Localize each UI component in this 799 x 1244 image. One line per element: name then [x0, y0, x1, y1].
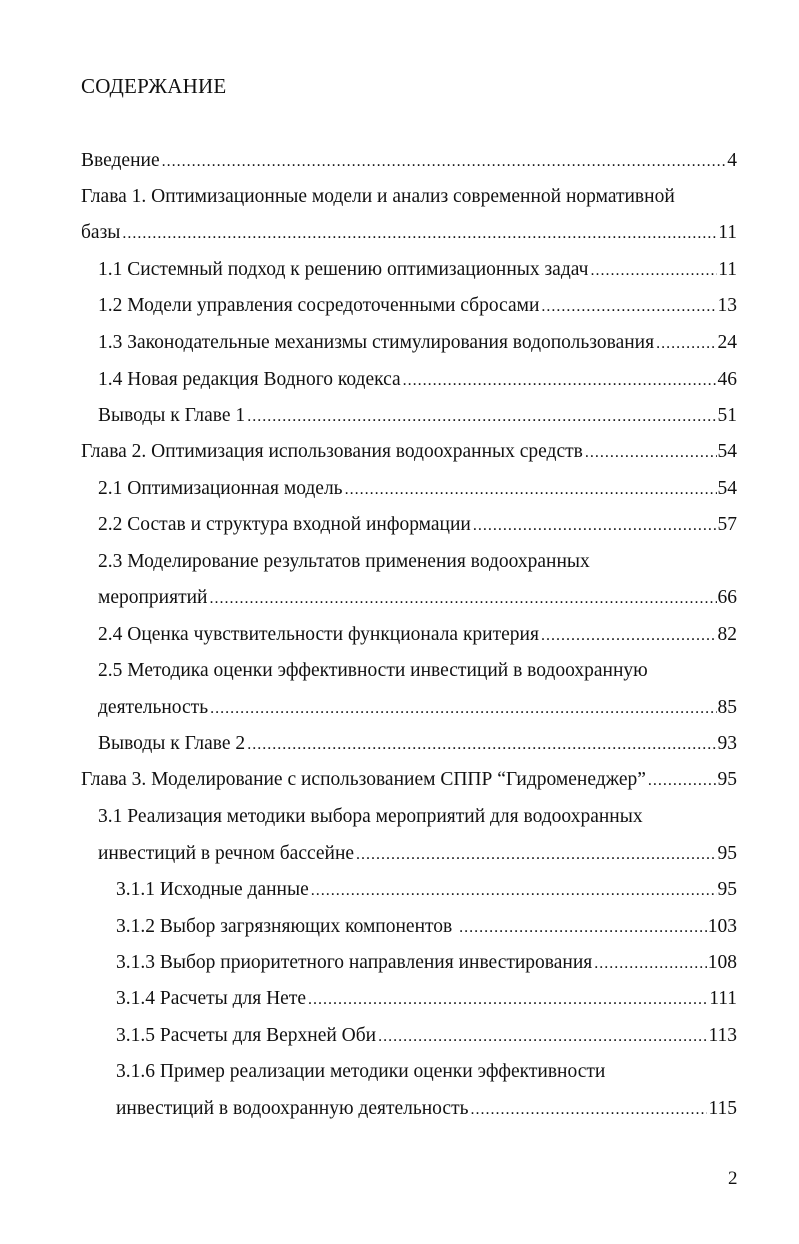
toc-entry-chapter-1-line-2: базы ..... 11 — [81, 221, 737, 245]
toc-page-number: 115 — [708, 1098, 737, 1119]
toc-page-number: 113 — [708, 1025, 737, 1046]
toc-entry-chapter-2: Глава 2. Оптимизация использования водоохранных средств ..... 54 — [81, 440, 737, 464]
toc-entry-1-2: 1.2 Модели управления сосредоточенными сбросами ..... 13 — [98, 294, 737, 318]
toc-page-number: 24 — [717, 332, 737, 353]
toc-page-number: 82 — [717, 624, 737, 645]
toc-entry-2-4: 2.4 Оценка чувствительности функционала критерия ..... 82 — [98, 623, 737, 647]
toc-entry-chapter-3: Глава 3. Моделирование с использованием СППР “Гидроменеджер” ..... 95 — [81, 768, 737, 792]
page-title: СОДЕРЖАНИЕ — [81, 74, 227, 98]
toc-page-number: 46 — [717, 369, 737, 390]
toc-entry-intro: Введение ..... 4 — [81, 149, 737, 173]
toc-page-number: 95 — [717, 843, 737, 864]
toc-page-number: 111 — [709, 988, 737, 1009]
toc-page-number: 95 — [717, 879, 737, 900]
toc-page-number: 103 — [707, 916, 737, 937]
toc-entry-3-1-line-2: инвестиций в речном бассейне ..... 95 — [98, 842, 737, 866]
toc-entry-2-5-line-1: 2.5 Методика оценки эффективности инвестиций в водоохранную — [98, 660, 648, 681]
page-number: 2 — [728, 1168, 738, 1189]
toc-entry-3-1-5: 3.1.5 Расчеты для Верхней Оби ..... 113 — [116, 1024, 737, 1048]
toc-entry-3-1-6-line-2: инвестиций в водоохранную деятельность ..... 115 — [116, 1097, 737, 1121]
toc-entry-3-1-2: 3.1.2 Выбор загрязняющих компонентов ..... 103 — [116, 915, 737, 939]
toc-page-number: 66 — [717, 587, 737, 608]
toc-page-number: 11 — [718, 222, 737, 243]
toc-entry-1-3: 1.3 Законодательные механизмы стимулирования водопользования ..... 24 — [98, 331, 737, 355]
toc-page-number: 85 — [717, 697, 737, 718]
toc-page-number: 51 — [717, 405, 737, 426]
toc-entry-chapter-1-line-1: Глава 1. Оптимизационные модели и анализ современной нормативной — [81, 186, 675, 207]
toc-page-number: 13 — [717, 295, 737, 316]
toc-page-number: 93 — [717, 733, 737, 754]
toc-entry-2-3-line-2: мероприятий ..... 66 — [98, 586, 737, 610]
toc-entry-3-1-3: 3.1.3 Выбор приоритетного направления инвестирования ..... 108 — [116, 951, 737, 975]
toc-entry-3-1-6-line-1: 3.1.6 Пример реализации методики оценки эффективности — [116, 1061, 606, 1082]
toc-entry-chapter-1-conclusions: Выводы к Главе 1 ..... 51 — [98, 404, 737, 428]
toc-page-number: 11 — [718, 259, 737, 280]
toc-entry-3-1-line-1: 3.1 Реализация методики выбора мероприятий для водоохранных — [98, 806, 643, 827]
toc-page-number: 95 — [717, 769, 737, 790]
toc-entry-chapter-2-conclusions: Выводы к Главе 2 ..... 93 — [98, 732, 737, 756]
toc-page-number: 54 — [717, 478, 737, 499]
toc-entry-1-4: 1.4 Новая редакция Водного кодекса ..... 46 — [98, 368, 737, 392]
toc-page-number: 4 — [727, 150, 737, 171]
toc-entry-1-1: 1.1 Системный подход к решению оптимизационных задач ..... 11 — [98, 258, 737, 282]
toc-page-number: 54 — [717, 441, 737, 462]
toc-entry-2-2: 2.2 Состав и структура входной информации ..... 57 — [98, 513, 737, 537]
toc-entry-3-1-4: 3.1.4 Расчеты для Нете ..... 111 — [116, 987, 737, 1011]
toc-page-number: 57 — [717, 514, 737, 535]
toc-page-number: 108 — [707, 952, 737, 973]
toc-entry-3-1-1: 3.1.1 Исходные данные ..... 95 — [116, 878, 737, 902]
toc-entry-2-3-line-1: 2.3 Моделирование результатов применения водоохранных — [98, 551, 590, 572]
toc-entry-2-1: 2.1 Оптимизационная модель ..... 54 — [98, 477, 737, 501]
toc-entry-2-5-line-2: деятельность ..... 85 — [98, 696, 737, 720]
